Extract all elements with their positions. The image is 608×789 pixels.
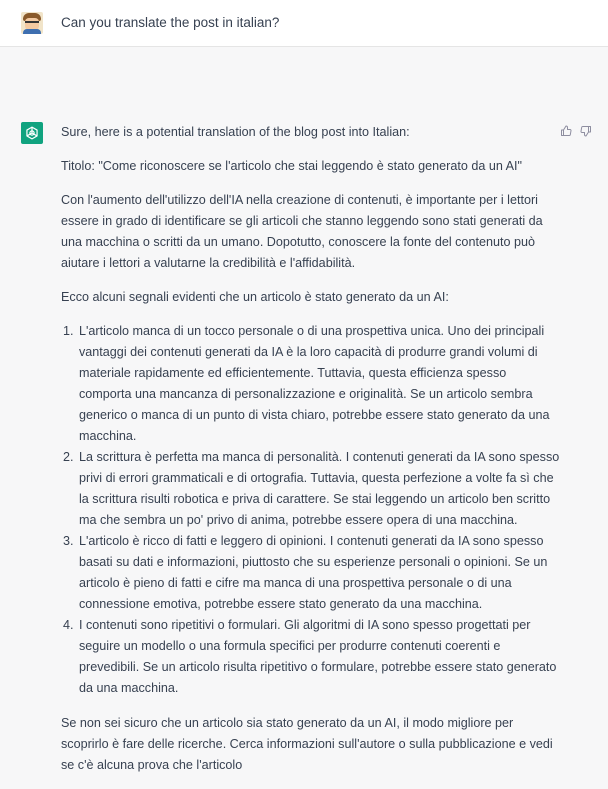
feedback-buttons [560,124,592,136]
list-item: 3. L'articolo è ricco di fatti e leggero di opinioni. I contenuti generati da IA sono spesso basati su dati e informazioni, piuttosto che su esperienze personali o opinioni. Se un articolo è pieno di fatti e cifre ma manca di una prospettiva personale o di una connessione emotiva, potrebbe essere stato generato da una macchina. [77,531,561,615]
list-item: 2. La scrittura è perfetta ma manca di personalità. I contenuti generati da IA sono spesso privi di errori grammaticali e di ortografia. Tuttavia, questa perfezione a volte fa sì che la scrittura risulti robotica e priva di carattere. Se stai leggendo un articolo ben scritto ma che sembra un po' privo di anima, potrebbe essere opera di una macchina. [77,447,561,531]
user-message-row [0,0,608,47]
user-message-text: Can you translate the post in italian? [61,15,280,30]
intro-text: Sure, here is a potential translation of the blog post into Italian: [61,125,410,139]
title-line: Titolo: "Come riconoscere se l'articolo che stai leggendo è stato generato da un AI" [61,159,523,173]
list-item: 1. L'articolo manca di un tocco personale o di una prospettiva unica. Uno dei principali vantaggi dei contenuti generati da IA è la loro capacità di produrre grandi volumi di materiale rapidamente ed efficientemente. Tuttavia, questa efficienza spesso comporta una mancanza di personalizzazione e originalità. Se un articolo sembra generico o manca di un punto di vista chiaro, potrebbe essere stato generato da una macchina. [77,321,561,447]
thumbs-down-icon[interactable] [580,124,592,136]
signals-list [61,321,561,699]
paragraph-1: Con l'aumento dell'utilizzo dell'IA nella creazione di contenuti, è importante per i lettori essere in grado di identificare se gli articoli che stanno leggendo sono stati generati da una macchina o scritti da un umano. Dopotutto, conoscere la fonte del contenuto può aiutare i lettori a valutarne la credibilità e l'affidabilità. [61,193,543,270]
assistant-message-content [61,122,561,789]
paragraph-3: Se non sei sicuro che un articolo sia stato generato da un AI, il modo migliore per scoprirlo è fare delle ricerche. Cerca informazioni sull'autore o sulla pubblicazione e vedi se c'è alcuna prova che l'articolo [61,716,553,772]
thumbs-up-icon[interactable] [560,124,572,136]
user-avatar-icon [21,12,43,34]
list-item: 4. I contenuti sono ripetitivi o formulari. Gli algoritmi di IA sono spesso progettati per seguire un modello o una formula specifici per produrre contenuti coerenti e prevedibili. Se un articolo risulta ripetitivo o formulare, potrebbe essere stato generato da una macchina. [77,615,561,699]
openai-logo-icon [21,122,43,144]
paragraph-2: Ecco alcuni segnali evidenti che un articolo è stato generato da un AI: [61,290,449,304]
